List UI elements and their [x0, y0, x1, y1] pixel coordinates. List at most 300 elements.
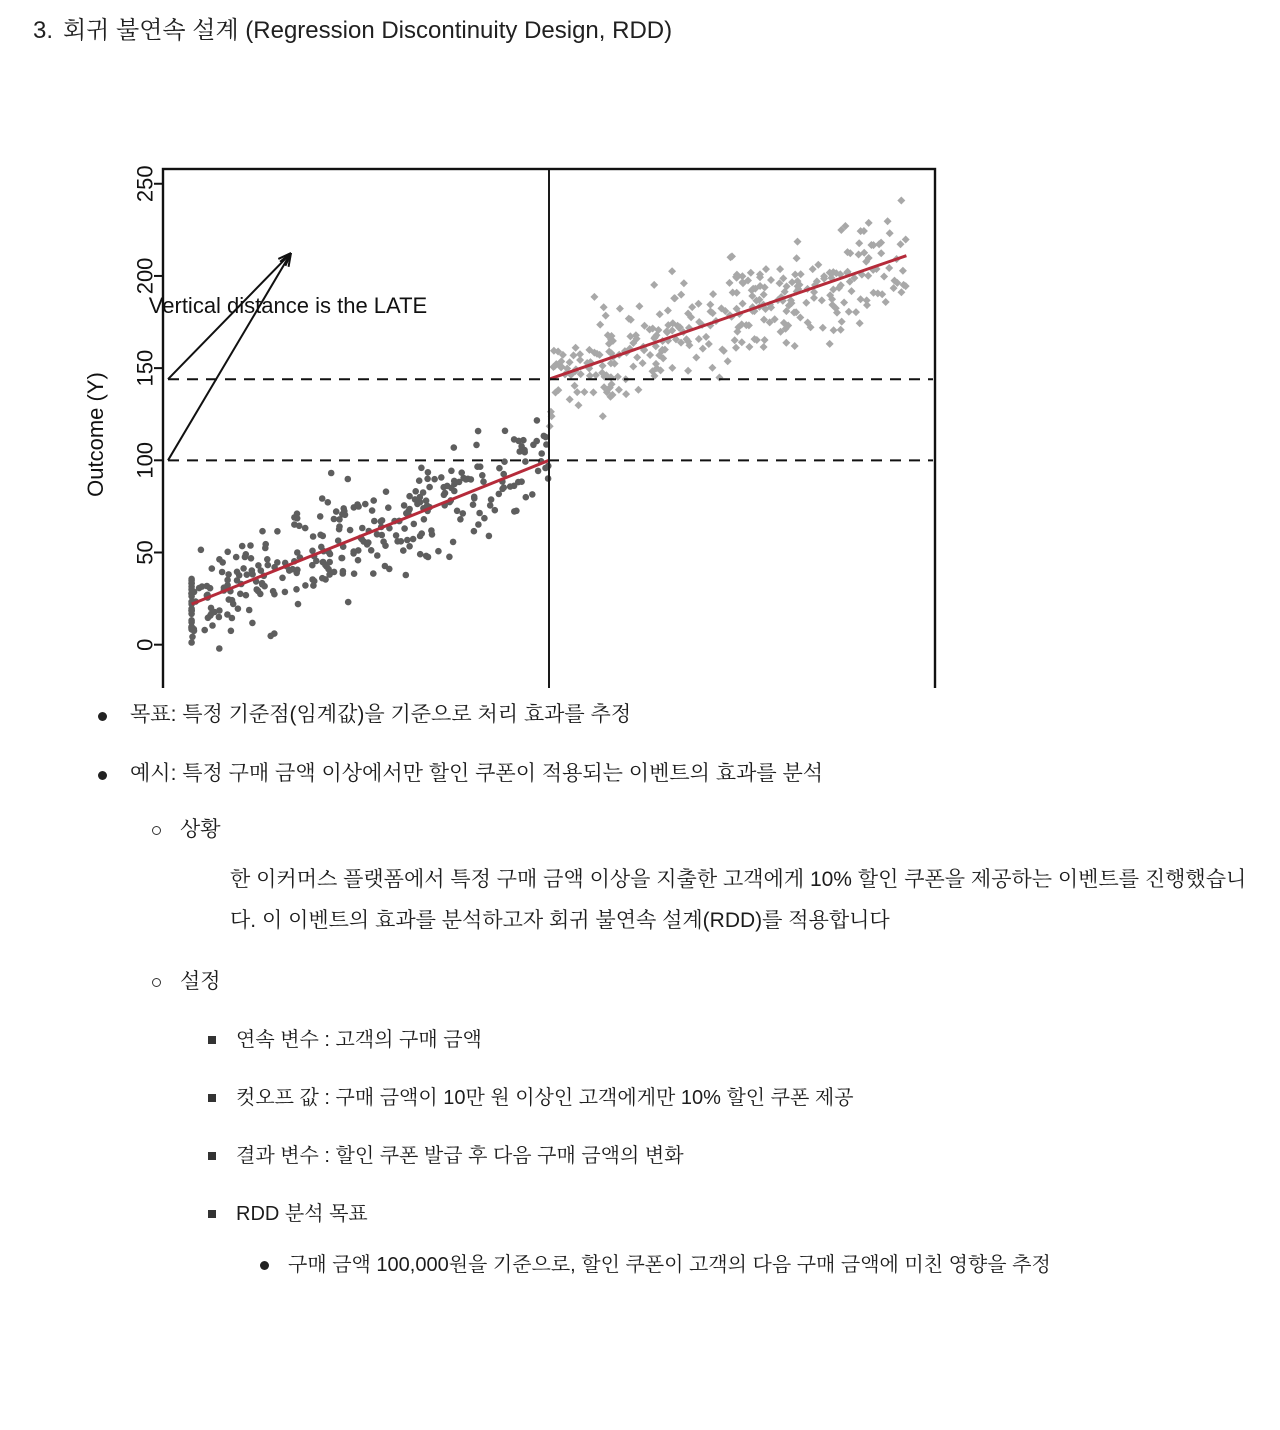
data-point	[188, 586, 195, 593]
data-point	[709, 290, 717, 298]
data-point	[383, 488, 390, 495]
data-point	[857, 295, 865, 303]
data-point	[670, 294, 678, 302]
data-point	[351, 570, 358, 577]
data-point	[345, 599, 352, 606]
data-point	[261, 583, 268, 590]
page-title-text: 회귀 불연속 설계 (Regression Discontinuity Design, RDD)	[63, 17, 673, 44]
bullet-dot-icon	[98, 712, 107, 721]
data-point	[616, 305, 624, 313]
data-point	[580, 388, 588, 396]
bullet-list-level1	[0, 700, 1280, 1286]
data-point	[188, 639, 195, 646]
data-point	[838, 318, 846, 326]
data-point	[533, 438, 540, 445]
data-point	[902, 236, 910, 244]
data-point	[282, 589, 289, 596]
data-point	[403, 572, 410, 579]
data-point	[336, 516, 343, 523]
data-point	[209, 565, 216, 572]
bullet-text: 결과 변수 : 할인 쿠폰 발급 후 다음 구매 금액의 변화	[236, 1145, 684, 1167]
data-point	[542, 465, 549, 472]
data-point	[370, 570, 377, 577]
data-point	[431, 476, 438, 483]
data-point	[496, 465, 503, 472]
data-point	[255, 562, 262, 569]
data-point	[248, 555, 255, 562]
data-point	[274, 528, 281, 535]
data-point	[535, 468, 542, 475]
data-point	[418, 530, 425, 537]
data-point	[845, 308, 853, 316]
data-point	[684, 367, 692, 375]
data-point	[207, 585, 214, 592]
data-point	[302, 525, 309, 532]
bullet-text: 목표: 특정 기준점(임계값)을 기준으로 처리 효과를 추정	[130, 703, 632, 726]
data-point	[475, 428, 482, 435]
data-point	[448, 468, 455, 475]
data-point	[370, 497, 377, 504]
bullet-list-level3	[180, 1025, 1280, 1286]
data-point	[511, 483, 518, 490]
data-point	[400, 547, 407, 554]
data-point	[225, 571, 232, 578]
data-point	[724, 357, 732, 365]
data-point	[264, 556, 271, 563]
data-point	[600, 303, 608, 311]
data-point	[271, 591, 278, 598]
data-point	[897, 197, 905, 205]
data-point	[208, 611, 215, 618]
data-point	[309, 576, 316, 583]
data-point	[401, 502, 408, 509]
data-point	[840, 299, 848, 307]
data-point	[322, 576, 329, 583]
data-point	[339, 555, 346, 562]
data-point	[826, 340, 834, 348]
data-point	[471, 495, 478, 502]
data-point	[209, 622, 216, 629]
data-point	[810, 294, 818, 302]
data-point	[886, 229, 894, 237]
data-point	[401, 525, 408, 532]
data-point	[404, 537, 411, 544]
data-point	[417, 551, 424, 558]
list-item	[130, 967, 1280, 1286]
data-point	[382, 542, 389, 549]
data-point	[393, 532, 400, 539]
data-point	[294, 549, 301, 556]
data-point	[418, 465, 425, 472]
y-axis-label: Outcome (Y)	[83, 372, 108, 497]
data-point	[486, 533, 493, 540]
bullet-text: 연속 변수 : 고객의 구매 금액	[236, 1029, 482, 1051]
data-point	[429, 531, 436, 538]
data-point	[410, 536, 417, 543]
data-point	[664, 307, 672, 315]
data-point	[302, 582, 309, 589]
data-point	[596, 321, 604, 329]
list-item	[180, 1083, 1280, 1113]
data-point	[228, 628, 235, 635]
data-point	[224, 611, 231, 618]
data-point	[481, 515, 488, 522]
data-point	[695, 300, 703, 308]
data-point	[475, 521, 482, 528]
data-point	[708, 364, 716, 372]
data-point	[864, 272, 872, 280]
data-point	[259, 528, 266, 535]
data-point	[818, 296, 826, 304]
data-point	[523, 494, 530, 501]
bullet-circle-outline-icon	[152, 978, 161, 987]
data-point	[470, 501, 477, 508]
data-point	[411, 521, 418, 528]
data-point	[791, 271, 799, 279]
data-point	[856, 319, 864, 327]
data-point	[394, 538, 401, 545]
data-point	[897, 240, 905, 248]
data-point	[677, 291, 685, 299]
data-point	[240, 565, 247, 572]
data-point	[336, 526, 343, 533]
data-point	[738, 338, 746, 346]
data-point	[747, 269, 755, 277]
data-point	[688, 303, 696, 311]
data-point	[715, 374, 723, 382]
data-point	[262, 545, 269, 552]
data-point	[480, 478, 487, 485]
data-point	[502, 428, 509, 435]
data-point	[572, 344, 580, 352]
data-point	[327, 551, 334, 558]
data-point	[362, 501, 369, 508]
data-point	[809, 265, 817, 273]
data-point	[634, 386, 642, 394]
bullet-text: 예시: 특정 구매 금액 이상에서만 할인 쿠폰이 적용되는 이벤트의 효과를 분석	[130, 762, 824, 785]
data-point	[325, 499, 332, 506]
bullet-text: 상황	[180, 818, 221, 841]
data-point	[575, 401, 583, 409]
data-point	[374, 552, 381, 559]
data-point	[426, 484, 433, 491]
data-point	[761, 336, 769, 344]
y-tick-label: 150	[132, 349, 158, 387]
chart-canvas	[0, 78, 1000, 688]
data-point	[239, 543, 246, 550]
data-point	[438, 474, 445, 481]
data-point	[333, 508, 340, 515]
data-point	[454, 508, 461, 515]
data-point	[793, 254, 801, 262]
data-point	[837, 326, 845, 334]
data-point	[880, 273, 888, 281]
data-point	[416, 477, 423, 484]
data-point	[424, 476, 431, 483]
data-point	[322, 562, 329, 569]
bullet-square-icon	[208, 1036, 216, 1044]
data-point	[442, 490, 449, 497]
data-point	[317, 513, 324, 520]
data-point	[589, 388, 597, 396]
data-point	[201, 627, 208, 634]
data-point	[233, 554, 240, 561]
data-point	[852, 308, 860, 316]
data-point	[448, 485, 455, 492]
data-point	[599, 412, 607, 420]
data-point	[359, 525, 366, 532]
data-point	[216, 645, 223, 652]
data-point	[295, 601, 302, 608]
data-point	[271, 630, 278, 637]
list-item	[180, 1141, 1280, 1171]
data-point	[340, 505, 347, 512]
data-point	[538, 450, 545, 457]
y-tick-label: 50	[132, 540, 158, 565]
data-point	[318, 544, 325, 551]
data-point	[219, 569, 226, 576]
data-point	[570, 351, 578, 359]
data-point	[189, 634, 196, 641]
data-point	[310, 533, 317, 540]
data-point	[633, 353, 641, 361]
data-point	[656, 310, 664, 318]
data-point	[425, 469, 432, 476]
data-point	[635, 302, 643, 310]
data-point	[286, 567, 293, 574]
data-point	[702, 333, 710, 341]
data-point	[646, 351, 654, 359]
data-point	[884, 217, 892, 225]
data-point	[529, 491, 536, 498]
data-point	[814, 261, 822, 269]
data-point	[488, 496, 495, 503]
data-point	[355, 557, 362, 564]
bullet-text: 컷오프 값 : 구매 금액이 10만 원 이상인 고객에게만 10% 할인 쿠폰 제공	[236, 1087, 854, 1109]
data-point	[425, 554, 432, 561]
data-point	[371, 518, 378, 525]
data-point	[421, 516, 428, 523]
data-point	[369, 507, 376, 514]
data-point	[699, 345, 707, 353]
data-point	[726, 279, 734, 287]
bullet-list-level2	[130, 815, 1280, 1286]
data-point	[435, 548, 442, 555]
data-point	[863, 301, 871, 309]
data-point	[274, 559, 281, 566]
page-title	[33, 15, 672, 47]
data-point	[350, 548, 357, 555]
data-point	[406, 507, 413, 514]
data-point	[385, 504, 392, 511]
data-point	[476, 510, 483, 517]
y-tick-label: 0	[132, 638, 158, 651]
data-point	[296, 523, 303, 530]
bullet-text: 구매 금액 100,000원을 기준으로, 할인 쿠폰이 고객의 다음 구매 금액에 미친 영향을 추정	[288, 1254, 1051, 1276]
data-point	[460, 510, 467, 517]
bullet-text: RDD 분석 목표	[236, 1203, 368, 1225]
data-point	[899, 267, 907, 275]
data-point	[446, 554, 453, 561]
data-point	[794, 238, 802, 246]
data-point	[590, 293, 598, 301]
bullet-text: 설정	[180, 970, 221, 993]
data-point	[650, 281, 658, 289]
data-point	[668, 267, 676, 275]
data-point	[188, 580, 195, 587]
data-point	[782, 339, 790, 347]
data-point	[247, 542, 254, 549]
bullet-list-level4	[236, 1245, 1280, 1286]
data-point	[340, 570, 347, 577]
data-point	[294, 567, 301, 574]
data-point	[379, 517, 386, 524]
data-point	[345, 476, 352, 483]
data-point	[244, 571, 251, 578]
bullet-circle-outline-icon	[152, 826, 161, 835]
data-point	[566, 395, 574, 403]
data-point	[518, 478, 525, 485]
annotation-label: Vertical distance is the LATE	[148, 293, 428, 318]
data-point	[521, 449, 528, 456]
data-point	[450, 539, 457, 546]
data-point	[615, 386, 623, 394]
annotation-arrow	[168, 253, 291, 460]
page-title-number: 3.	[33, 17, 54, 44]
data-point	[791, 342, 799, 350]
data-point	[520, 437, 527, 444]
data-point	[668, 364, 676, 372]
data-point	[897, 288, 905, 296]
data-point	[242, 554, 249, 561]
list-item	[180, 1199, 1280, 1286]
data-point	[802, 299, 810, 307]
data-point	[732, 344, 740, 352]
data-point	[406, 543, 413, 550]
data-point	[310, 582, 317, 589]
data-point	[255, 588, 262, 595]
data-point	[760, 343, 768, 351]
data-point	[830, 326, 838, 334]
data-point	[216, 614, 223, 621]
data-point	[487, 502, 494, 509]
data-point	[477, 463, 484, 470]
data-point	[576, 356, 584, 364]
data-point	[412, 496, 419, 503]
regression-line	[192, 460, 549, 604]
data-point	[368, 547, 375, 554]
list-item	[130, 815, 1280, 941]
data-point	[216, 556, 223, 563]
data-point	[877, 249, 885, 257]
data-point	[513, 508, 520, 515]
data-point	[234, 577, 241, 584]
bullet-dot-icon	[98, 771, 107, 780]
data-point	[767, 276, 775, 284]
data-point	[522, 458, 529, 465]
data-point	[622, 390, 630, 398]
data-point	[331, 516, 338, 523]
list-item	[0, 700, 1280, 730]
data-point	[293, 586, 300, 593]
y-tick-label: 200	[132, 257, 158, 295]
data-point	[865, 219, 873, 227]
data-point	[745, 343, 753, 351]
data-point	[243, 592, 250, 599]
data-point	[328, 470, 335, 477]
data-point	[249, 620, 256, 627]
data-point	[463, 476, 470, 483]
rdd-scatter-chart	[0, 78, 1000, 688]
data-point	[855, 239, 863, 247]
data-point	[457, 516, 464, 523]
data-point	[882, 298, 890, 306]
data-point	[479, 472, 486, 479]
data-point	[848, 287, 856, 295]
bullet-square-icon	[208, 1094, 216, 1102]
data-point	[473, 442, 480, 449]
list-item	[236, 1245, 1280, 1286]
data-point	[602, 312, 610, 320]
data-point	[224, 577, 231, 584]
data-point	[382, 563, 389, 570]
data-point	[237, 591, 244, 598]
data-point	[885, 264, 893, 272]
y-tick-label: 100	[132, 441, 158, 479]
data-point	[294, 510, 301, 517]
data-point	[639, 359, 647, 367]
data-point	[320, 533, 327, 540]
data-point	[819, 324, 827, 332]
data-point	[692, 354, 700, 362]
data-point	[265, 562, 272, 569]
data-point	[705, 340, 713, 348]
data-point	[451, 444, 458, 451]
data-point	[471, 528, 478, 535]
data-point	[188, 605, 195, 612]
bullet-square-icon	[208, 1152, 216, 1160]
paragraph-situation: 한 이커머스 플랫폼에서 특정 구매 금액 이상을 지출한 고객에게 10% 할인 쿠폰을 제공하는 이벤트를 진행했습니다. 이 이벤트의 효과를 분석하고자 회귀 불연속 설계(RDD)를 적용합니다	[230, 868, 1247, 932]
data-point	[224, 549, 231, 556]
data-point	[534, 417, 541, 424]
data-point	[365, 539, 372, 546]
data-point	[629, 363, 637, 371]
data-point	[499, 486, 506, 493]
data-point	[412, 488, 419, 495]
data-point	[541, 433, 548, 440]
list-item	[0, 759, 1280, 1286]
data-point	[492, 507, 499, 514]
data-point	[680, 279, 688, 287]
data-point	[776, 265, 784, 273]
data-point	[235, 605, 242, 612]
data-point	[695, 335, 703, 343]
data-point	[230, 601, 237, 608]
content-body	[0, 700, 1280, 1315]
data-point	[198, 547, 205, 554]
data-point	[518, 443, 525, 450]
data-point	[347, 527, 354, 534]
data-point	[246, 607, 253, 614]
data-point	[279, 575, 286, 582]
data-point	[319, 495, 326, 502]
data-point	[731, 336, 739, 344]
data-point	[739, 300, 747, 308]
data-point	[501, 458, 508, 465]
bullet-dot-icon	[260, 1261, 269, 1270]
data-point	[355, 503, 362, 510]
data-point	[188, 626, 195, 633]
